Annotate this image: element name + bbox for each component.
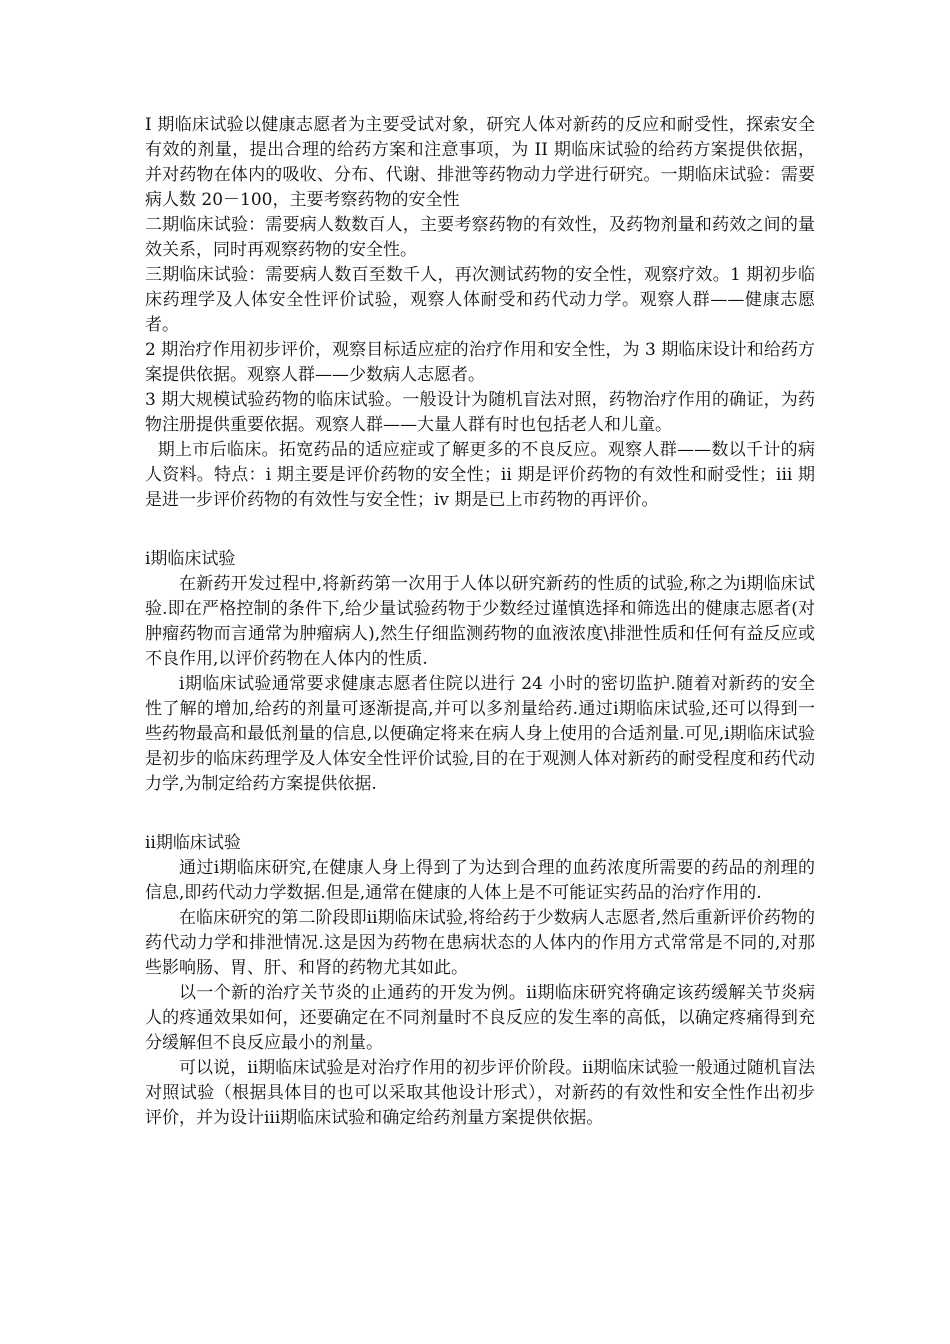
phase2-paragraph-3: 以一个新的治疗关节炎的止通药的开发为例。ⅱ期临床研究将确定该药缓解关节炎病人的疼通效果如何，还要确定在不同剂量时不良反应的发生率的高低，以确定疼痛得到充分缓解但不良反应最小的剂量。: [145, 983, 815, 1053]
intro-paragraph-5: 3 期大规模试验药物的临床试验。一般设计为随机盲法对照，药物治疗作用的确证，为药物注册提供重要依据。观察人群——大量人群有时也包括老人和儿童。: [145, 390, 815, 435]
intro-paragraph-1: I 期临床试验以健康志愿者为主要受试对象，研究人体对新药的反应和耐受性，探索安全有效的剂量，提出合理的给药方案和注意事项，为 II 期临床试验的给药方案提供依据，并对药物在体内的吸收、分布、代谢、排泄等药物动力学进行研究。一期临床试验：需要病人数 20－100，主要考察药物的安全性: [145, 115, 815, 210]
intro-paragraph-3: 三期临床试验：需要病人数百至数千人，再次测试药物的安全性，观察疗效。1 期初步临床药理学及人体安全性评价试验，观察人体耐受和药代动力学。观察人群——健康志愿者。: [145, 265, 815, 335]
phase2-heading: ⅱ期临床试验: [145, 833, 241, 853]
phase2-paragraph-2: 在临床研究的第二阶段即ⅱ期临床试验,将给药于少数病人志愿者,然后重新评价药物的药代动力学和排泄情况.这是因为药物在患病状态的人体内的作用方式常常是不同的,对那些影响肠、胃、肝、和肾的药物尤其如此。: [145, 908, 815, 978]
phase1-paragraph-1: 在新药开发过程中,将新药第一次用于人体以研究新药的性质的试验,称之为ⅰ期临床试验.即在严格控制的条件下,给少量试验药物于少数经过谨慎选择和筛选出的健康志愿者(对肿瘤药物而言通常为肿瘤病人),然生仔细监测药物的血液浓度\排泄性质和任何有益反应或不良作用,以评价药物在人体内的性质.: [145, 574, 815, 669]
phase2-paragraph-4: 可以说，ⅱ期临床试验是对治疗作用的初步评价阶段。ⅱ期临床试验一般通过随机盲法对照试验（根据具体目的也可以采取其他设计形式），对新药的有效性和安全性作出初步评价，并为设计ⅲ期临床试验和确定给药剂量方案提供依据。: [145, 1058, 815, 1128]
section-spacer: [145, 797, 815, 831]
intro-paragraph-6: 期上市后临床。拓宽药品的适应症或了解更多的不良反应。观察人群——数以千计的病人资料。特点：i 期主要是评价药物的安全性；ii 期是评价药物的有效性和耐受性；iii 期是进一步评价药物的有效性与安全性；iv 期是已上市药物的再评价。: [145, 440, 815, 510]
document-page: [145, 113, 815, 1131]
intro-paragraph-2: 二期临床试验：需要病人数数百人，主要考察药物的有效性，及药物剂量和药效之间的量效关系，同时再观察药物的安全性。: [145, 215, 815, 260]
section-spacer: [145, 513, 815, 547]
phase1-paragraph-2: ⅰ期临床试验通常要求健康志愿者住院以进行 24 小时的密切监护.随着对新药的安全性了解的增加,给药的剂量可逐渐提高,并可以多剂量给药.通过ⅰ期临床试验,还可以得到一些药物最高和最低剂量的信息,以便确定将来在病人身上使用的合适剂量.可见,ⅰ期临床试验是初步的临床药理学及人体安全性评价试验,目的在于观测人体对新药的耐受程度和药代动力学,为制定给药方案提供依据.: [145, 674, 815, 794]
phase2-paragraph-1: 通过ⅰ期临床研究,在健康人身上得到了为达到合理的血药浓度所需要的药品的剂理的信息,即药代动力学数据.但是,通常在健康的人体上是不可能证实药品的治疗作用的.: [145, 858, 815, 903]
intro-paragraph-4: 2 期治疗作用初步评价，观察目标适应症的治疗作用和安全性，为 3 期临床设计和给药方案提供依据。观察人群——少数病人志愿者。: [145, 340, 815, 385]
phase1-heading: ⅰ期临床试验: [145, 549, 236, 569]
